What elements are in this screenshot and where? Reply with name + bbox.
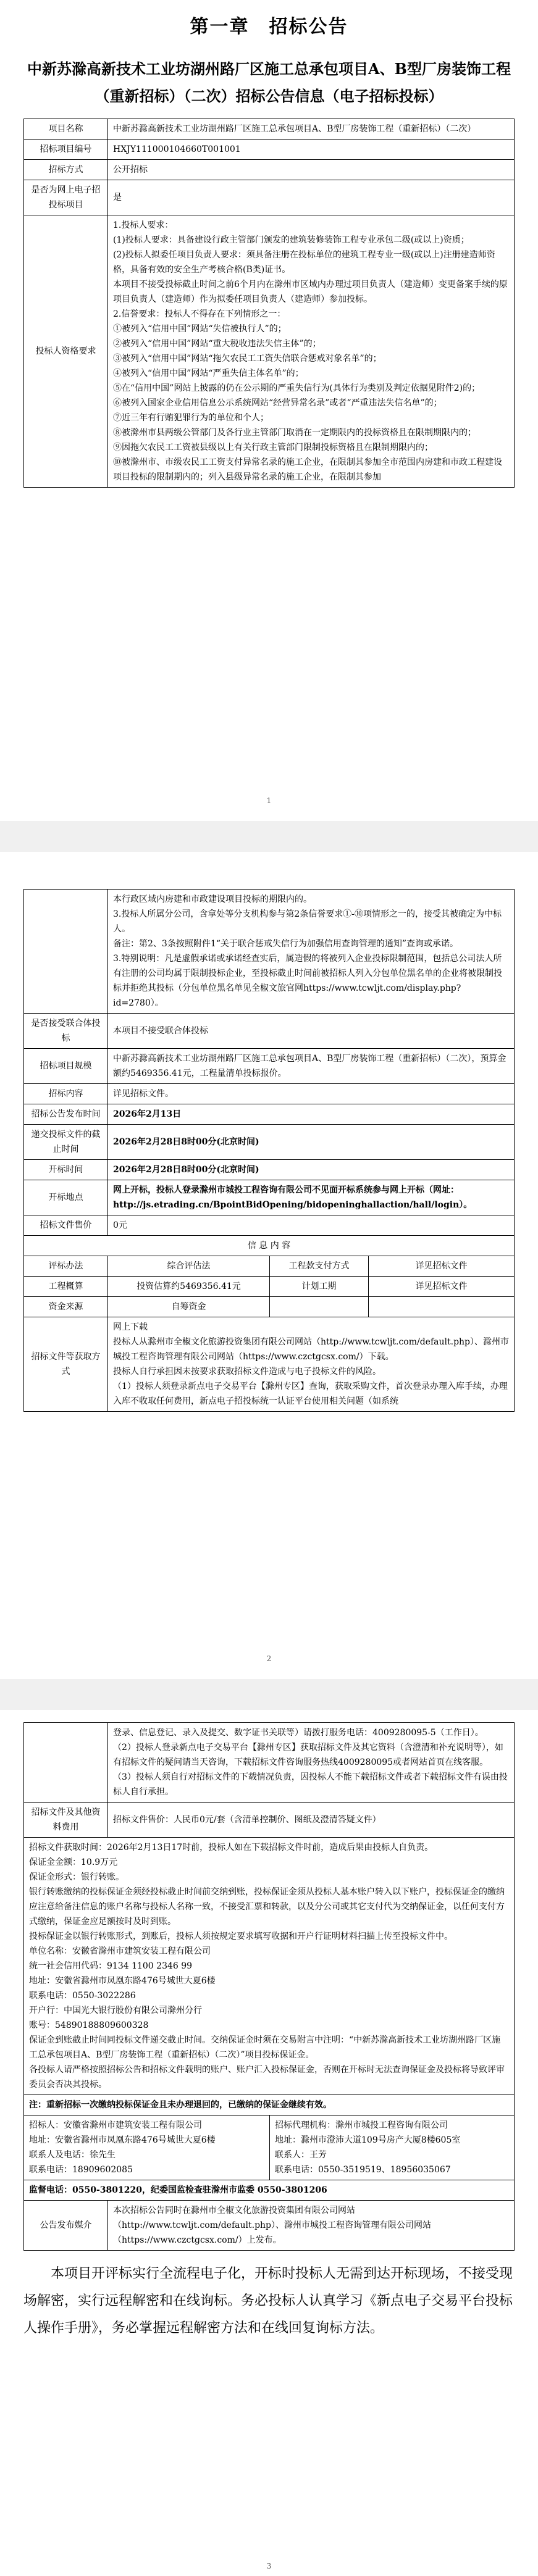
agent-line: 联系电话：0550-3519519、18956035067 — [275, 2165, 451, 2175]
row-value: 是 — [108, 180, 515, 215]
contact-head: 注：重新招标一次缴纳投标保证金且未办理退回的，已缴纳的保证金继续有效。 — [24, 2095, 515, 2115]
qualification-line: ⑧被滁州市县两级公管部门及各行业主管部门取消在一定期限内的投标资格且在限制期限内的； — [113, 428, 476, 438]
row-label: 招标项目编号 — [24, 140, 108, 160]
contacts-row — [24, 2115, 515, 2180]
info-row — [24, 160, 515, 180]
deposit-line: 投标保证金以银行转账形式，到账后，投标人须按规定要求填写收据和开户行证明材料扫描上传至投标文件中。 — [29, 1932, 453, 1941]
agent-line: 招标代理机构：滁州市城投工程咨询有限公司 — [275, 2120, 448, 2130]
qualification-line: 1.投标人要求： — [113, 220, 174, 230]
obtain-line: 投标人自行承担因未按要求获取招标文件造成与电子投标文件的风险。 — [113, 1367, 381, 1377]
qualification-line: 3.特别说明：凡是虚假承诺或承诺经查实后，属造假的将被列入企业投标限制范围，包括总公司法人所有注册的公司均属于限制投标企业，至投标截止时间前被招标人列入分包单位黑名单的企业将被限制投标并拒绝其投标（分包单位黑名单见全椒文旅官网https://www.tcwljt.com/display.php?id=2780）。 — [113, 954, 502, 1008]
info-row — [24, 140, 515, 160]
info-row — [24, 1049, 515, 1084]
grid-cell: 综合评估法 — [108, 1256, 270, 1277]
deposit-line: 招标文件获取时间：2026年2月13日17时前，投标人如在下载招标文件时前，造成后果由投标人自负责。 — [29, 1843, 434, 1853]
row-value: 0元 — [108, 1215, 515, 1236]
row-value: HXJY111000104660T001001 — [108, 140, 515, 160]
qualification-line: 备注：第2、3条按照附件1“关于联合惩戒失信行为加强信用查询管理的通知”查询或承诺。 — [113, 939, 459, 949]
grid-cell: 工程概算 — [24, 1277, 108, 1297]
qualification-line: ②被列入“信用中国”网站“重大税收违法失信主体”的； — [113, 339, 321, 349]
grid-cell: 工程款支付方式 — [270, 1256, 369, 1277]
grid-row — [24, 1277, 515, 1297]
qualification-line: ⑤在“信用中国”网站上披露的仍在公示期的严重失信行为(具体行为类别及判定依据见附件2)的； — [113, 383, 481, 393]
grid-cell: 投资估算约5469356.41元 — [108, 1277, 270, 1297]
deposit-line: 统一社会信用代码：9134 1100 2346 99 — [29, 1961, 193, 1971]
grid-cell — [270, 1297, 369, 1317]
agent-contact — [270, 2115, 515, 2180]
row-value: 详见招标文件。 — [108, 1084, 515, 1104]
row-value: 中新苏滁高新技术工业坊湖州路厂区施工总承包项目A、B型厂房装饰工程（重新招标）（二次），预算金额约5469356.41元，工程量清单投标报价。 — [108, 1049, 515, 1084]
qualification-continued-row — [24, 890, 515, 1014]
deposit-line: 保证金金额：10.9万元 — [29, 1857, 118, 1867]
info-row — [24, 1215, 515, 1236]
fee-label: 招标文件及其他资料费用 — [24, 1803, 108, 1838]
row-value: 公开招标 — [108, 160, 515, 180]
info-row — [24, 1104, 515, 1125]
info-row — [24, 1084, 515, 1104]
obtain-content — [108, 1317, 515, 1412]
qualification-line: ④被列入“信用中国”网站“严重失信主体名单”的； — [113, 369, 304, 378]
obtain-label: 招标文件等获取方式 — [24, 1317, 108, 1412]
info-table-p2 — [23, 889, 515, 1236]
info-row — [24, 119, 515, 140]
row-value: 网上开标，投标人登录滁州市城投工程咨询有限公司不见面开标系统参与网上开标（网址：http://js.etrading.cn/BpointBidOpening/bidopeninghallaction/hall/login）。 — [108, 1180, 515, 1215]
row-label: 开标地点 — [24, 1180, 108, 1215]
qualification-line: ⑨因拖欠农民工工资被县级以上有关行政主管部门限制投标资格且在限制期限内的； — [113, 443, 433, 452]
qualification-line: ⑦近三年有行贿犯罪行为的单位和个人； — [113, 413, 269, 423]
deposit-line: 地址：安徽省滁州市凤凰东路476号城世大夏6楼 — [29, 1976, 216, 1986]
deposit-line: 单位名称：安徽省滁州市建筑安装工程有限公司 — [29, 1946, 211, 1956]
info-grid — [23, 1235, 515, 1412]
contact-head-row — [24, 2095, 515, 2115]
grid-row — [24, 1297, 515, 1317]
page-2 — [0, 852, 538, 1679]
page-3 — [0, 1710, 538, 2576]
row-value: 2026年2月28日8时00分(北京时间) — [108, 1160, 515, 1180]
grid-cell: 评标办法 — [24, 1256, 108, 1277]
tenderer-line: 地址：安徽省滁州市凤凰东路476号城世大夏6楼 — [29, 2135, 216, 2145]
info-row — [24, 1160, 515, 1180]
page-1 — [0, 0, 538, 821]
qualification-row — [24, 215, 515, 488]
fee-value: 招标文件售价：人民币0元/套（含清单控制价、图纸及澄清答疑文件） — [108, 1803, 515, 1838]
qualification-label: 投标人资格要求 — [24, 215, 108, 488]
obtain-line: 投标人从滁州市全椒文化旅游投资集团有限公司网站（http://www.tcwljt.com/default.php）、滁州市城投工程咨询管理有限公司网站（https://www.czctgcsx.com/）下载。 — [113, 1337, 510, 1362]
row-label: 招标文件售价 — [24, 1215, 108, 1236]
obtain-continued — [108, 1723, 515, 1803]
media-row — [24, 2201, 515, 2251]
tenderer-contact — [24, 2115, 270, 2180]
qualification-line: ③被列入“信用中国”网站“拖欠农民工工资失信联合惩戒对象名单”的； — [113, 354, 382, 364]
qualification-line: 本行政区域内房建和市政建设项目投标的期限内的。 — [113, 894, 312, 904]
row-label: 招标项目规模 — [24, 1049, 108, 1084]
row-value: 2026年2月28日8时00分(北京时间) — [108, 1125, 515, 1160]
deposit-line: 银行转账缴纳的投标保证金须经投标截止时间前交纳到账，投标保证金须从投标人基本账户转入以下账户，投标保证金的缴纳应注意给备注信息的账户名称与投标人名称一致，不接受汇票和转款，以及分公司或其它支付代为交纳保证金，以任何支付方式缴纳，保证金应足额按时及时到账。 — [29, 1887, 505, 1927]
qualification-line: 本项目不接受投标截止时间之前6个月内在滁州市区域内办理过项目负责人（建造师）变更备案手续的原项目负责人（建造师）作为拟委任项目负责人（建造师）参加投标。 — [113, 280, 508, 304]
deposit-line: 账号：54890188809600328 — [29, 2020, 149, 2030]
row-label: 是否为网上电子招投标项目 — [24, 180, 108, 215]
obtain-continued-row — [24, 1723, 515, 1803]
row-label: 招标方式 — [24, 160, 108, 180]
row-value: 2026年2月13日 — [108, 1104, 515, 1125]
obtain-line: （2）投标人登录新点电子交易平台【滁州专区】获取招标文件及其它资料（含澄清和补充说明等），如有招标文件的疑问请当天咨询，下载招标文件咨询服务热线4009280095或者网站首页在线客服。 — [113, 1743, 503, 1767]
grid-cell: 详见招标文件 — [369, 1277, 515, 1297]
qualification-line: (2)投标人拟委任项目负责人要求：须具备注册在投标单位的建筑工程专业一级(或以上)注册建造师资格，具备有效的安全生产考核合格(B类)证书。 — [113, 250, 495, 275]
row-label: 招标公告发布时间 — [24, 1104, 108, 1125]
agent-line: 联系人：王芳 — [275, 2150, 327, 2160]
row-value: 中新苏滁高新技术工业坊湖州路厂区施工总承包项目A、B型厂房装饰工程（重新招标）（二次） — [108, 119, 515, 140]
grid-cell — [369, 1297, 515, 1317]
tenderer-line: 招标人：安徽省滁州市建筑安装工程有限公司 — [29, 2120, 202, 2130]
tenderer-line: 联系电话：18909602085 — [29, 2165, 133, 2175]
grid-cell: 自筹资金 — [108, 1297, 270, 1317]
info-title: 信 息 内 容 — [24, 1236, 515, 1256]
qualification-content — [108, 215, 515, 488]
row-label: 项目名称 — [24, 119, 108, 140]
supervision-phone: 监督电话：0550-3801220，纪委国监检查驻滁州市监委 0550-3801206 — [24, 2180, 515, 2201]
row-label: 是否接受联合体投标 — [24, 1014, 108, 1049]
deposit-line: 各投标人请严格按照招标公告和招标文件载明的账户、账户汇入投标保证金，否则在开标时无法查询保证金及投标将导致评审委员会否决其投标。 — [29, 2065, 505, 2090]
deposit-row — [24, 1838, 515, 2095]
chapter-title: 第一章 招标公告 — [190, 16, 348, 38]
deposit-content — [24, 1838, 515, 2095]
media-value: 本次招标公告同时在滁州市全椒文化旅游投资集团有限公司网站（http://www.tcwljt.com/default.php）、滁州市城投工程咨询管理有限公司网站（https://www.czctgcsx.com/）上发布。 — [108, 2201, 515, 2251]
obtain-line: 网上下载 — [113, 1322, 148, 1332]
obtain-row — [24, 1317, 515, 1412]
row-value: 本项目不接受联合体投标 — [108, 1014, 515, 1049]
page-number: 1 — [266, 796, 272, 805]
info-row — [24, 1125, 515, 1160]
info-row — [24, 1180, 515, 1215]
deposit-line: 开户行：中国光大银行股份有限公司滁州分行 — [29, 2006, 202, 2015]
qualification-line: 2.信誉要求：投标人不得存在下列情形之一： — [113, 309, 286, 319]
agent-line: 地址：滁州市澄沛大道109号房产大厦8楼605室 — [275, 2135, 461, 2145]
qualification-line: ①被列入“信用中国”网站“失信被执行人”的； — [113, 324, 287, 334]
deposit-line: 保证金形式：银行转账。 — [29, 1872, 124, 1882]
deposit-line: 保证金到账截止时间同投标文件递交截止时间。交纳保证金时须在交易附言中注明：“中新苏滁高新技术工业坊湖州路厂区施工总承包项目A、B型厂房装饰工程（重新招标）（二次）”项目投标保证金。 — [29, 2035, 501, 2060]
info-row — [24, 1014, 515, 1049]
page-number: 2 — [266, 1654, 272, 1663]
grid-cell: 计划工期 — [270, 1277, 369, 1297]
page-number: 3 — [266, 2562, 272, 2570]
deposit-line: 联系电话：0550-3022286 — [29, 1991, 136, 2001]
obtain-line: （1）投标人须登录新点电子交易平台【滁州专区】查询，获取采购文件，首次登录办理入库手续，办理入库不收取任何费用，新点电子招投标统一认证平台使用相关问题（如系统 — [113, 1382, 508, 1406]
row-label: 招标内容 — [24, 1084, 108, 1104]
tenderer-line: 联系人及电话：徐先生 — [29, 2150, 116, 2160]
obtain-line: （3）投标人须自行对招标文件的下载情况负责，因投标人不能下载招标文件或者下载招标文件有误由投标人自行承担。 — [113, 1772, 508, 1797]
media-label: 公告发布媒介 — [24, 2201, 108, 2251]
info-table-p3 — [23, 1722, 515, 2251]
info-table-p1 — [23, 119, 515, 488]
qualification-continued — [108, 890, 515, 1014]
qualification-line: ⑩被滁州市、市级农民工工资支付异常名录的施工企业，在限制其参加全市范围内房建和市政工程建设项目投标的限制期内的；列入县级异常名录的施工企业，在限制其参加 — [113, 457, 502, 482]
qualification-line: ⑥被列入国家企业信用信息公示系统网站“经营异常名录”或者“严重违法失信名单”的； — [113, 398, 442, 408]
qualification-line: 3.投标人所属分公司，含拿处等分支机构参与第2条信誉要求①-⑩项情形之一的，接受其被确定为中标人。 — [113, 909, 502, 934]
grid-cell: 详见招标文件 — [369, 1256, 515, 1277]
project-heading: 中新苏滁高新技术工业坊湖州路厂区施工总承包项目A、B型厂房装饰工程（重新招标）（二次）招标公告信息（电子招标投标） — [27, 60, 511, 105]
row-label: 递交投标文件的截止时间 — [24, 1125, 108, 1160]
grid-row — [24, 1256, 515, 1277]
info-row — [24, 180, 515, 215]
grid-cell: 资金来源 — [24, 1297, 108, 1317]
obtain-line: 登录、信息登记、录入及提交、数字证书关联等）请拨打服务电话：4009280095-5（工作日）。 — [113, 1728, 484, 1738]
qualification-line: (1)投标人要求：具备建设行政主管部门颁发的建筑装修装饰工程专业承包二级(或以上)资质； — [113, 235, 469, 245]
closing-paragraph: 本项目开评标实行全流程电子化，开标时投标人无需到达开标现场，不接受现场解密，实行远程解密和在线询标。务必投标人认真学习《新点电子交易平台投标人操作手册》，务必掌握远程解密方法和在线回复询标方法。 — [23, 2266, 513, 2336]
fee-row — [24, 1803, 515, 1838]
supervision-row — [24, 2180, 515, 2201]
row-label: 开标时间 — [24, 1160, 108, 1180]
